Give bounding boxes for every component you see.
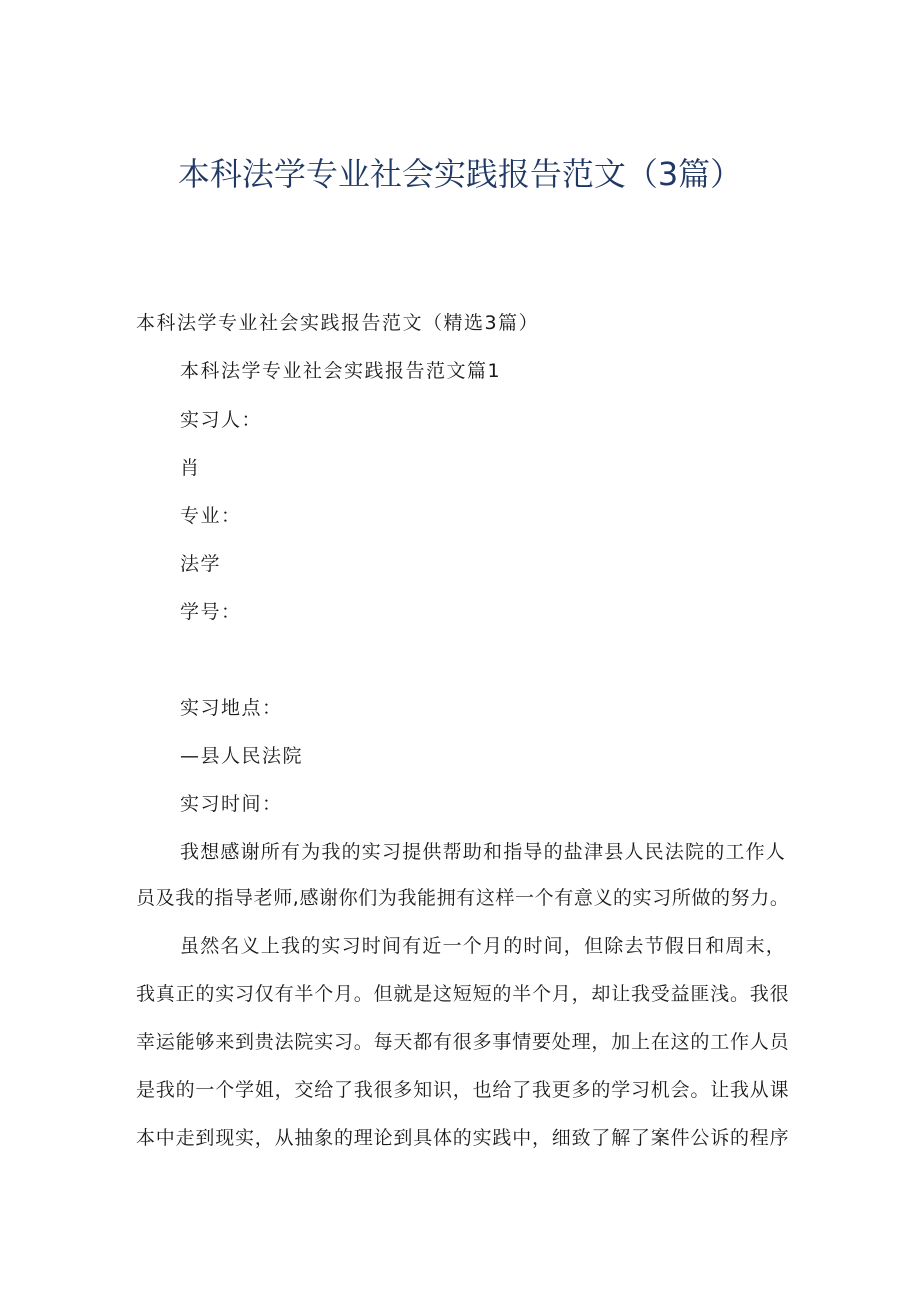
paragraph-line: 我想感谢所有为我的实习提供帮助和指导的盐津县人民法院的工作人 xyxy=(180,841,787,863)
document-subtitle: 本科法学专业社会实践报告范文（精选3篇） xyxy=(136,312,540,334)
paragraph-line: 本中走到现实，从抽象的理论到具体的实践中，细致了解了案件公诉的程序 xyxy=(136,1127,790,1149)
field-label-location: 实习地点： xyxy=(180,697,283,719)
field-value-intern: 肖 xyxy=(180,457,201,479)
field-value-major: 法学 xyxy=(180,553,222,575)
paragraph-line: 员及我的指导老师,感谢你们为我能拥有这样一个有意义的实习所做的努力。 xyxy=(136,887,790,909)
field-label-student-id: 学号： xyxy=(180,601,242,623)
document-title: 本科法学专业社会实践报告范文（3篇） xyxy=(177,155,743,193)
section-heading: 本科法学专业社会实践报告范文篇1 xyxy=(180,360,502,382)
field-label-intern: 实习人： xyxy=(180,409,263,431)
paragraph-line: 我真正的实习仅有半个月。但就是这短短的半个月，却让我受益匪浅。我很 xyxy=(136,983,790,1005)
field-label-time: 实习时间： xyxy=(180,793,283,815)
paragraph-line: 是我的一个学姐，交给了我很多知识，也给了我更多的学习机会。让我从课 xyxy=(136,1079,790,1101)
paragraph-line: 虽然名义上我的实习时间有近一个月的时间，但除去节假日和周末， xyxy=(180,935,787,957)
paragraph-line: 幸运能够来到贵法院实习。每天都有很多事情要处理，加上在这的工作人员 xyxy=(136,1031,790,1053)
field-value-location: —县人民法院 xyxy=(180,745,304,767)
field-label-major: 专业： xyxy=(180,505,242,527)
